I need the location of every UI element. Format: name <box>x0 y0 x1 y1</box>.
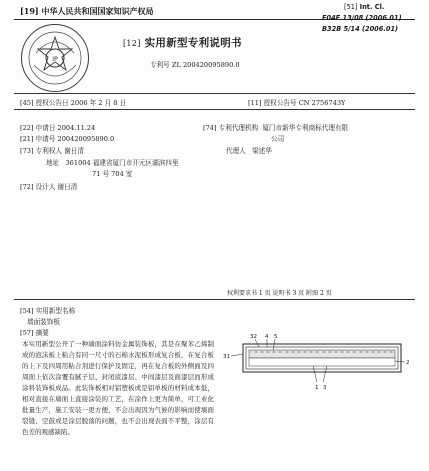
patentee-address: 地址 361004 福建省厦门市开元区湖滨四里 <box>46 159 179 167</box>
utility-model-title-label: [54] 实用新型名称 <box>20 307 76 315</box>
publication-date: [45] 授权公告日 2006 年 2 月 8 日 <box>20 99 127 107</box>
agency: [74] 专利代理机构 厦门市新华专利商标代理有限 <box>203 124 349 132</box>
utility-model-title: 墙面装饰板 <box>27 318 60 326</box>
ipc-class-1: E04F 13/08 (2006.01) <box>322 14 402 22</box>
patent-number: 专利号 ZL 200420095890.0 <box>150 61 240 69</box>
foam-board-layer <box>249 358 395 366</box>
abstract-text: 本实用新型公开了一种墙面涂料仿金属装饰板，其是在聚苯乙烯制成的泡沫板上粘合有同一尺寸的石棉水泥板形成复合板，在复合板的上下及四周用粘合剂进行保护及固定，再在复合板的外侧面及四周面上依次涂覆有腻子层、封闭底漆层、中间漆层及面漆层而形成涂料装饰板成品。此装饰板相对铝塑板或是铝单板的材料成本低，相对直接在墙面上直接涂装的工艺，在涂作上更为简单，可工业化批量生产，施工安装一更方便，不会出现因为气候的影响而使墙面裂缝、空鼓或是涂层脱落的问题，也不会出现表面不平整，涂层有色差的观感缺陷。 <box>22 340 214 436</box>
ipc-class-2: B32B 5/14 (2006.01) <box>322 25 399 33</box>
callout-1: 1 <box>315 385 319 391</box>
callout-3: 3 <box>323 385 327 391</box>
svg-text:IP: IP <box>52 56 58 63</box>
patent-office-seal <box>21 24 89 92</box>
page-summary: 权利要求书 1 页 说明书 3 页 附图 2 页 <box>227 290 332 297</box>
publication-number: [11] 授权公告号 CN 2756743Y <box>248 99 346 107</box>
application-date: [22] 申请日 2004.11.24 <box>20 124 96 132</box>
asbestos-cement-layer <box>249 350 395 358</box>
document-type-title: [12] 实用新型专利说明书 <box>123 37 242 49</box>
ipc-heading: [51] Int. Cl. <box>344 3 385 11</box>
rule-summary <box>14 299 415 300</box>
cross-section-figure <box>223 330 413 400</box>
rule-grant-top <box>14 93 415 94</box>
agency-line2: 公司 <box>271 135 285 143</box>
rule-grant-bottom <box>14 109 415 110</box>
patentee: [73] 专利权人 谢日清 <box>20 147 84 155</box>
patentee-address-line2: 71 号 704 室 <box>92 170 133 178</box>
callout-2: 2 <box>406 360 410 366</box>
office-heading: [19] 中华人民共和国国家知识产权局 <box>20 6 154 16</box>
designer: [72] 设计人 谢日清 <box>20 183 78 191</box>
callout-32: 32 <box>250 334 257 340</box>
application-number: [21] 申请号 200420095890.0 <box>20 135 115 143</box>
callout-31: 31 <box>223 354 230 360</box>
emblem-icon <box>22 25 88 91</box>
callout-5: 5 <box>274 334 278 340</box>
agent: 代理人 梁述华 <box>226 147 272 155</box>
abstract-label: [57] 摘要 <box>20 329 49 337</box>
callout-4: 4 <box>265 334 269 340</box>
